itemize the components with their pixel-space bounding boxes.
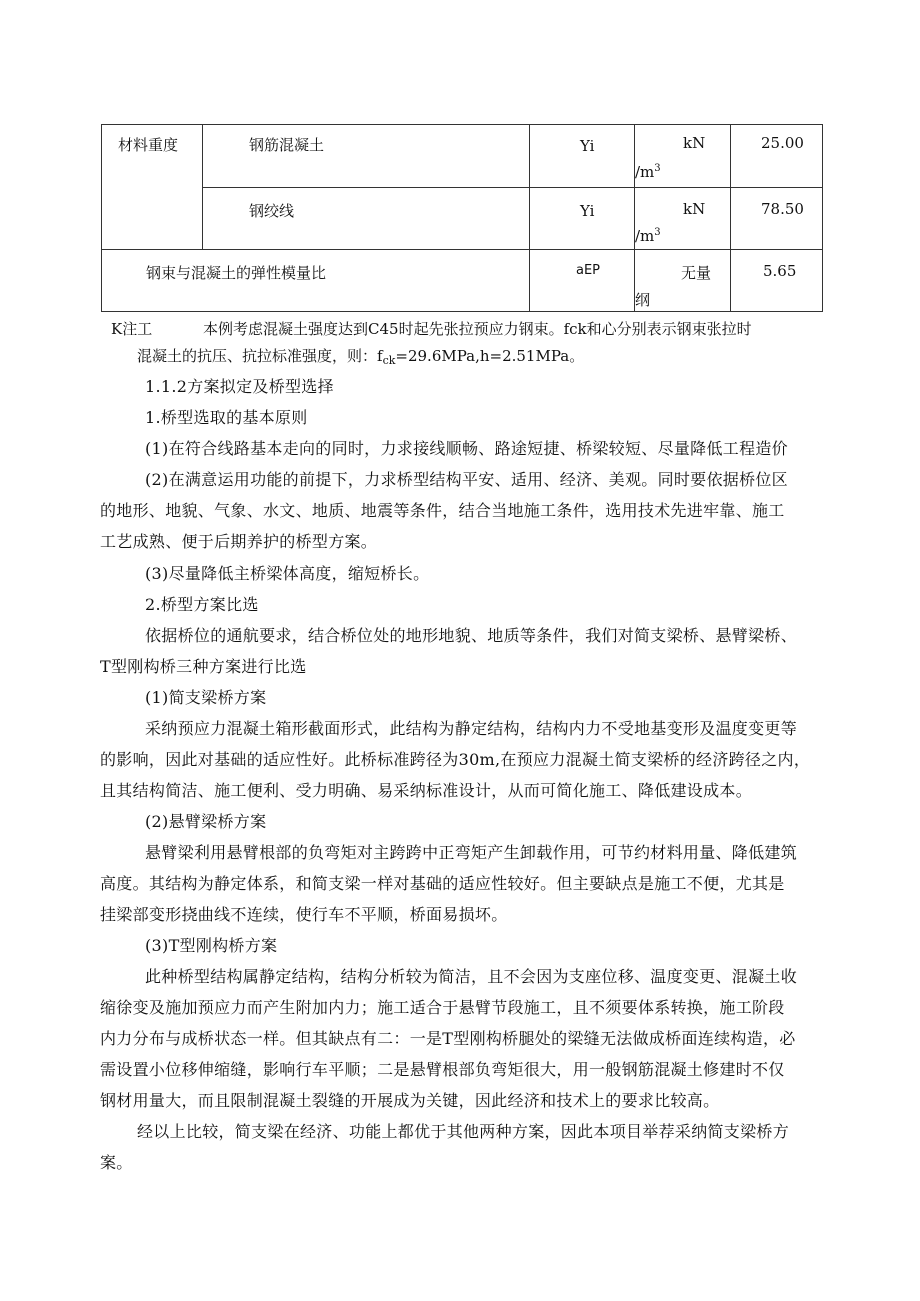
table-row <box>102 188 823 250</box>
paragraph-line: T型刚构桥三种方案进行比选 <box>100 657 307 676</box>
row-value: 5.65 <box>763 262 797 280</box>
unit-bottom: $/m^3$ <box>635 227 661 245</box>
paragraph-line: 的地形、地貌、气象、水文、地质、地震等条件，结合当地施工条件，选用技术先进牢靠、施工 <box>100 501 785 520</box>
value-cell <box>731 188 823 250</box>
paragraph-line: 高度。其结构为静定体系，和简支梁一样对基础的适应性较好。但主要缺点是施工不便，尤其是 <box>100 874 785 893</box>
table-row <box>102 250 823 312</box>
unit-top: kN <box>683 134 706 152</box>
paragraph-line: 钢材用量大，而且限制混凝土裂缝的开展成为关键，因此经济和技术上的要求比较高。 <box>100 1091 720 1110</box>
unit-top: 无量 <box>681 264 712 282</box>
value-cell <box>731 250 823 312</box>
paragraph-line: (1)在符合线路基本走向的同时，力求接线顺畅、路途短捷、桥梁较短、尽量降低工程造价 <box>145 439 788 458</box>
unit-top: kN <box>683 200 706 218</box>
subsection-heading: 1.桥型选取的基本原则 <box>145 408 308 427</box>
paragraph-line: 悬臂梁利用悬臂根部的负弯矩对主跨跨中正弯矩产生卸载作用，可节约材料用量、降低建筑 <box>145 843 798 862</box>
paragraph-line: 需设置小位移伸缩缝，影响行车平顺；二是悬臂根部负弯矩很大，用一般钢筋混凝土修建时不仅 <box>100 1060 785 1079</box>
section-heading: 1.1.2方案拟定及桥型选择 <box>145 377 334 396</box>
row-value: 25.00 <box>761 134 804 152</box>
paragraph-line: 案。 <box>100 1153 133 1172</box>
row-symbol: aEP <box>576 263 601 278</box>
option-heading: (1)简支梁桥方案 <box>145 688 267 707</box>
paragraph-line: 工艺成熟、便于后期养护的桥型方案。 <box>100 532 378 551</box>
name-cell <box>102 250 530 312</box>
row-name: 钢绞线 <box>249 202 295 220</box>
paragraph-line: 缩徐变及施加预应力而产生附加内力；施工适合于悬臂节段施工，且不须要体系转换，施工阶段 <box>100 998 785 1017</box>
row-symbol: Yi <box>580 137 595 155</box>
note-line-2: 混凝土的抗压、抗拉标准强度，则：$f_{ck}=29.6MPa,h=2.51MPa$。 <box>137 347 585 367</box>
unit-cell <box>635 250 731 312</box>
symbol-cell <box>530 125 635 188</box>
paragraph-line: 此种桥型结构属静定结构，结构分析较为简洁，且不会因为支座位移、温度变更、混凝土收 <box>145 967 798 986</box>
paragraph-line: 且其结构简洁、施工便利、受力明确、易采纳标准设计，从而可简化施工、降低建设成本。 <box>100 781 753 800</box>
material-parameter-table <box>101 124 823 312</box>
row-value: 78.50 <box>761 200 804 218</box>
note-label: K注工 <box>111 320 153 338</box>
paragraph-line: (2)在满意运用功能的前提下，力求桥型结构平安、适用、经济、美观。同时要依据桥位区 <box>145 470 788 489</box>
option-heading: (3)T型刚构桥方案 <box>145 936 278 955</box>
note-line-1: 本例考虑混凝土强度达到C45时起先张拉预应力钢束。fck和心分别表示钢束张拉时 <box>203 320 752 338</box>
symbol-cell <box>530 188 635 250</box>
option-heading: (2)悬臂梁桥方案 <box>145 812 267 831</box>
paragraph-line: 挂梁部变形挠曲线不连续，使行车不平顺，桥面易损坏。 <box>100 905 508 924</box>
paragraph-line: 内力分布与成桥状态一样。但其缺点有二：一是T型刚构桥腿处的梁缝无法做成桥面连续构造，必 <box>100 1029 796 1048</box>
symbol-cell <box>530 250 635 312</box>
row-name: 钢筋混凝土 <box>249 136 325 154</box>
table-row <box>102 125 823 188</box>
group-label-cell <box>102 125 203 250</box>
paragraph-line: 的影响，因此对基础的适应性好。此桥标准跨径为30m,在预应力混凝土简支梁桥的经济跨径之内， <box>100 750 811 769</box>
row-name: 钢束与混凝土的弹性模量比 <box>146 264 327 282</box>
paragraph-line: 依据桥位的通航要求，结合桥位处的地形地貌、地质等条件，我们对简支梁桥、悬臂梁桥、 <box>145 626 798 645</box>
paragraph-line: (3)尽量降低主桥梁体高度，缩短桥长。 <box>145 564 430 583</box>
row-symbol: Yi <box>580 202 595 220</box>
unit-bottom: $/m^3$ <box>635 163 661 181</box>
unit-bottom: 纲 <box>635 291 651 309</box>
value-cell <box>731 125 823 188</box>
name-cell <box>203 188 530 250</box>
group-label: 材料重度 <box>118 136 179 154</box>
subsection-heading: 2.桥型方案比选 <box>145 595 259 614</box>
paragraph-line: 采纳预应力混凝土箱形截面形式，此结构为静定结构，结构内力不受地基变形及温度变更等 <box>145 719 798 738</box>
unit-cell <box>635 125 731 188</box>
name-cell <box>203 125 530 188</box>
paragraph-line: 经以上比较，简支梁在经济、功能上都优于其他两种方案，因此本项目举荐采纳简支梁桥方 <box>137 1122 790 1141</box>
unit-cell <box>635 188 731 250</box>
